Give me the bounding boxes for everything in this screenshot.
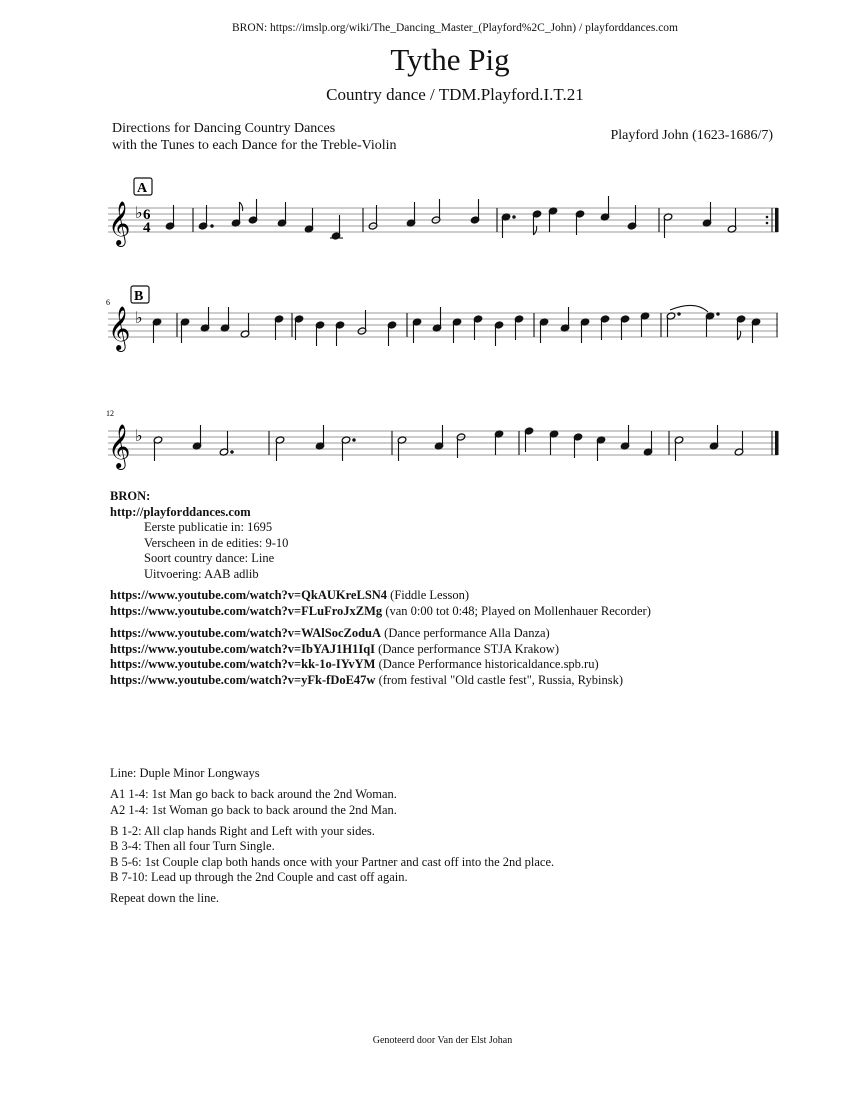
- footer-credit: Genoteerd door Van der Elst Johan: [372, 1035, 513, 1046]
- video-link-row: [110, 604, 651, 620]
- staff-system-1: [108, 178, 779, 247]
- detail-editions: Verscheen in de edities: 9-10: [144, 535, 289, 550]
- instruction-b4: B 7-10: Lead up through the 2nd Couple and cast off again.: [110, 870, 408, 884]
- instruction-a1: A1 1-4: 1st Man go back to back around the 2nd Woman.: [110, 787, 397, 801]
- music-score: [0, 0, 850, 480]
- detail-performance: Uitvoering: AAB adlib: [144, 566, 259, 581]
- detail-first-publication: Eerste publicatie in: 1695: [144, 520, 273, 534]
- video-link[interactable]: https://www.youtube.com/watch?v=QkAUKreLSN4: [110, 588, 388, 602]
- source-label: BRON:: [110, 489, 151, 503]
- source-block: [110, 489, 288, 582]
- video-note: (Dance Performance historicaldance.spb.ru): [375, 657, 599, 671]
- staff-system-3: [106, 409, 779, 470]
- treble-clef-icon: 𝄞: [108, 201, 131, 245]
- directions-line-2: with the Tunes to each Dance for the Treble-Violin: [112, 138, 397, 153]
- instruction-b2: B 3-4: Then all four Turn Single.: [110, 839, 275, 853]
- svg-text:♭: ♭: [135, 203, 143, 222]
- svg-text:B: B: [134, 289, 144, 304]
- svg-text:12: 12: [106, 409, 114, 418]
- source-line: BRON: https://imslp.org/wiki/The_Dancing_Master_(Playford%2C_John) / playforddances.com: [232, 22, 678, 34]
- svg-text:6: 6: [143, 207, 151, 223]
- formation: Line: Duple Minor Longways: [110, 766, 260, 780]
- svg-text:A: A: [137, 181, 148, 196]
- treble-clef-icon: 𝄞: [108, 306, 131, 350]
- instruction-b1: B 1-2: All clap hands Right and Left with your sides.: [110, 824, 375, 838]
- detail-dance-type: Soort country dance: Line: [144, 551, 275, 565]
- svg-text:4: 4: [143, 220, 151, 236]
- video-link[interactable]: https://www.youtube.com/watch?v=WAlSocZoduA: [110, 626, 382, 640]
- video-note: (Dance performance Alla Danza): [381, 626, 550, 640]
- video-link-row: [110, 626, 550, 642]
- video-link-row: [110, 673, 623, 689]
- composer: Playford John (1623-1686/7): [610, 128, 773, 143]
- video-link[interactable]: https://www.youtube.com/watch?v=kk-1o-IYvYM: [110, 657, 376, 671]
- video-link[interactable]: https://www.youtube.com/watch?v=IbYAJ1H1IqI: [110, 642, 376, 656]
- svg-text:6: 6: [106, 298, 110, 307]
- source-site-link[interactable]: http://playforddances.com: [110, 504, 251, 519]
- svg-text:♭: ♭: [135, 308, 143, 327]
- video-note: (Fiddle Lesson): [387, 588, 469, 602]
- video-link-row: [110, 588, 469, 604]
- video-note: (from festival "Old castle fest", Russia, Rybinsk): [375, 673, 623, 687]
- video-note: (Dance performance STJA Krakow): [375, 642, 560, 656]
- video-note: (van 0:00 tot 0:48; Played on Mollenhauer Recorder): [382, 604, 651, 618]
- treble-clef-icon: 𝄞: [108, 424, 131, 468]
- directions-line-1: Directions for Dancing Country Dances: [112, 121, 336, 136]
- video-link-row: [110, 642, 559, 658]
- svg-text:♭: ♭: [135, 426, 143, 445]
- staff-system-2: [106, 286, 778, 352]
- instruction-closing: Repeat down the line.: [110, 891, 219, 905]
- video-link-row: [110, 657, 599, 673]
- page-title: Tythe Pig: [390, 42, 510, 77]
- video-link[interactable]: https://www.youtube.com/watch?v=FLuFroJxZMg: [110, 604, 383, 618]
- instruction-b3: B 5-6: 1st Couple clap both hands once with your Partner and cast off into the 2nd place.: [110, 855, 555, 869]
- subtitle: Country dance / TDM.Playford.I.T.21: [326, 85, 584, 104]
- instruction-a2: A2 1-4: 1st Woman go back to back around the 2nd Man.: [110, 803, 397, 817]
- video-link[interactable]: https://www.youtube.com/watch?v=yFk-fDoE47w: [110, 673, 376, 687]
